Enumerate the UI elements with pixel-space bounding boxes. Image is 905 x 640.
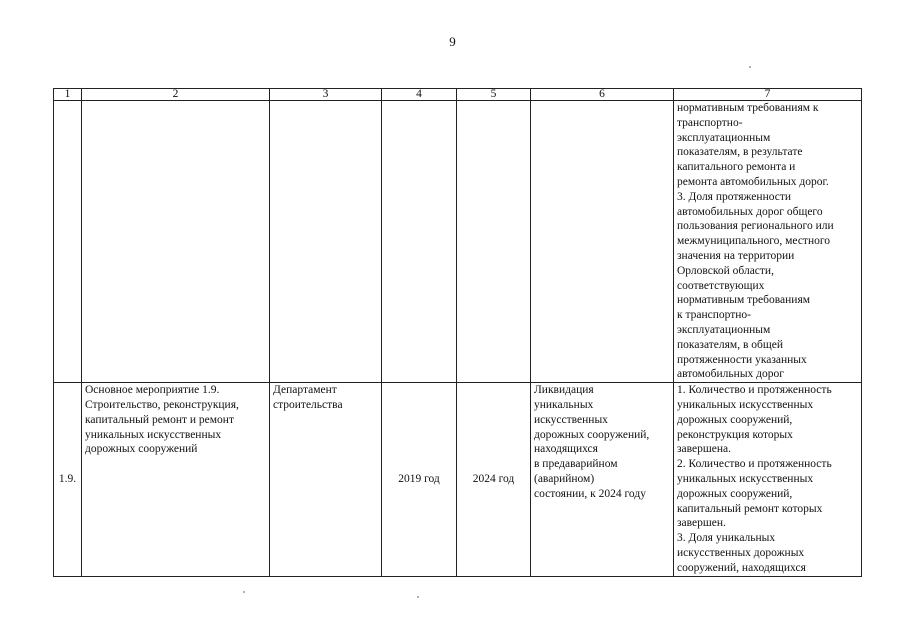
executor-cell: Департамент строительства (270, 383, 382, 576)
scan-speck (243, 591, 245, 593)
indicators-cell: 1. Количество и протяженность уникальных искусственных дорожных сооружений, реконструкция которых завершена. 2. Количество и протяженность уникальных искусственных дорожных сооружений, капитальный ремонт которых завершен. 3. Доля уникальных искусственных дорожных сооружений, находящихся (674, 383, 862, 576)
start-year-cell: 2019 год (382, 383, 457, 576)
table-row (54, 383, 862, 576)
column-header: 3 (270, 89, 382, 101)
activity-name-cell: Основное мероприятие 1.9. Строительство, реконструкция, капитальный ремонт и ремонт уникальных искусственных дорожных сооружений (82, 383, 270, 576)
column-header: 5 (457, 89, 531, 101)
indicators-cell: нормативным требованиям к транспортно- эксплуатационным показателям, в результате капитального ремонта и ремонта автомобильных дорог. 3. Доля протяженности автомобильных дорог общего пользования регионального или межмуниципального, местного значения на территории Орловской области, соответствующих нормативным требованиям к транспортно- эксплуатационным показателям, в общей протяженности указанных автомобильных дорог (674, 101, 862, 383)
cell-empty (54, 101, 82, 383)
scan-speck (749, 66, 751, 68)
table-row (54, 101, 862, 383)
cell-empty (457, 101, 531, 383)
page-number: 9 (449, 34, 456, 49)
column-header: 2 (82, 89, 270, 101)
column-header: 4 (382, 89, 457, 101)
row-number-cell: 1.9. (54, 383, 82, 576)
cell-empty (382, 101, 457, 383)
cell-empty (270, 101, 382, 383)
cell-empty (531, 101, 674, 383)
scan-speck (417, 596, 419, 598)
cell-empty (82, 101, 270, 383)
column-header: 7 (674, 89, 862, 101)
expected-result-cell: Ликвидация уникальных искусственных дорожных сооружений, находящихся в предаварийном (аварийном) состоянии, к 2024 году (531, 383, 674, 576)
end-year-cell: 2024 год (457, 383, 531, 576)
program-activities-table (53, 88, 862, 577)
table-header-row (54, 89, 862, 101)
column-header: 6 (531, 89, 674, 101)
column-header: 1 (54, 89, 82, 101)
